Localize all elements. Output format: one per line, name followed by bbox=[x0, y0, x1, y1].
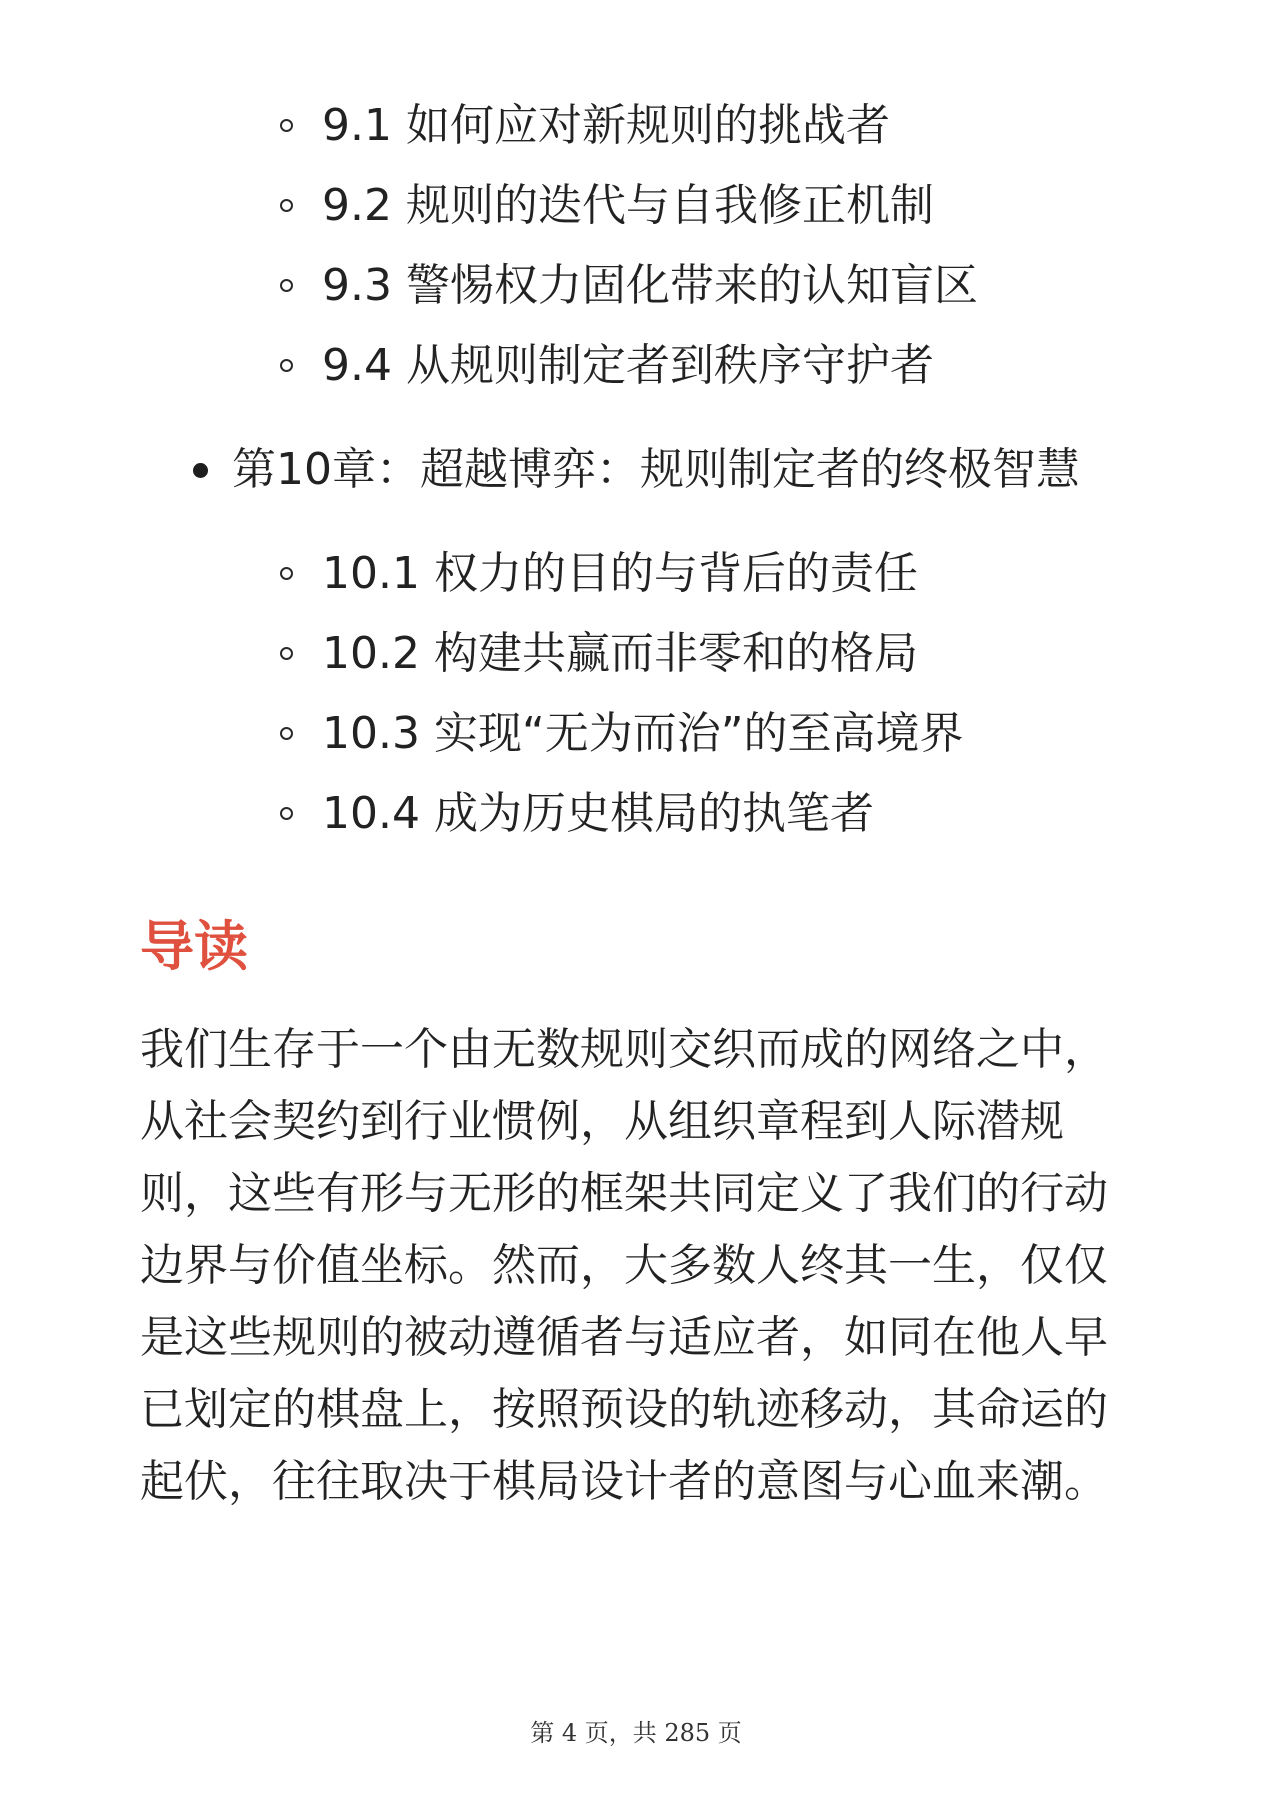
toc-section-10-4: 10.4 成为历史棋局的执笔者 bbox=[322, 788, 874, 839]
hollow-bullet-icon bbox=[280, 647, 293, 660]
hollow-bullet-icon bbox=[280, 279, 293, 292]
paragraph-line: 则，这些有形与无形的框架共同定义了我们的行动 bbox=[140, 1168, 1108, 1219]
paragraph-line: 是这些规则的被动遵循者与适应者，如同在他人早 bbox=[140, 1312, 1108, 1363]
intro-heading: 导读 bbox=[140, 915, 248, 978]
paragraph-line: 从社会契约到行业惯例，从组织章程到人际潜规 bbox=[140, 1096, 1064, 1147]
hollow-bullet-icon bbox=[280, 199, 293, 212]
hollow-bullet-icon bbox=[280, 359, 293, 372]
hollow-bullet-icon bbox=[280, 807, 293, 820]
paragraph-line: 起伏，往往取决于棋局设计者的意图与心血来潮。 bbox=[140, 1456, 1108, 1507]
filled-bullet-icon bbox=[193, 463, 208, 478]
hollow-bullet-icon bbox=[280, 567, 293, 580]
toc-section-9-4: 9.4 从规则制定者到秩序守护者 bbox=[322, 340, 934, 391]
toc-section-10-3: 10.3 实现“无为而治”的至高境界 bbox=[322, 708, 964, 759]
toc-section-10-1: 10.1 权力的目的与背后的责任 bbox=[322, 548, 918, 599]
toc-chapter-10-title: 第10章：超越博弈：规则制定者的终极智慧 bbox=[232, 444, 1080, 495]
toc-section-9-3: 9.3 警惕权力固化带来的认知盲区 bbox=[322, 260, 978, 311]
hollow-bullet-icon bbox=[280, 119, 293, 132]
toc-section-9-1: 9.1 如何应对新规则的挑战者 bbox=[322, 100, 890, 151]
toc-section-10-2: 10.2 构建共赢而非零和的格局 bbox=[322, 628, 918, 679]
hollow-bullet-icon bbox=[280, 727, 293, 740]
toc-section-9-2: 9.2 规则的迭代与自我修正机制 bbox=[322, 180, 934, 231]
paragraph-line: 边界与价值坐标。然而，大多数人终其一生，仅仅 bbox=[140, 1240, 1108, 1291]
paragraph-line: 我们生存于一个由无数规则交织而成的网络之中， bbox=[140, 1024, 1108, 1075]
page-number-footer: 第 4 页，共 285 页 bbox=[530, 1719, 742, 1747]
paragraph-line: 已划定的棋盘上，按照预设的轨迹移动，其命运的 bbox=[140, 1384, 1108, 1435]
